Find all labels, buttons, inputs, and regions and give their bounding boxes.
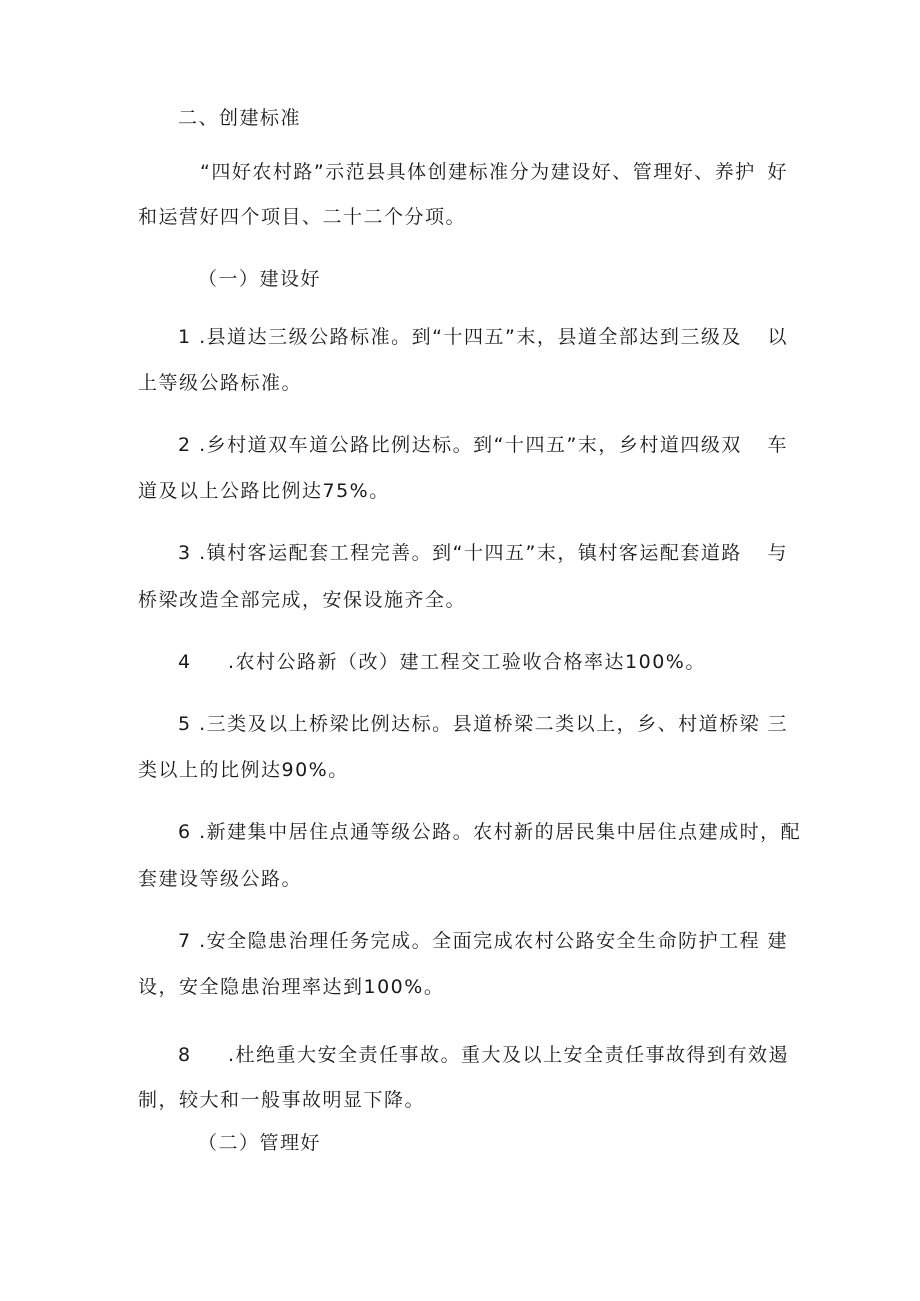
intro-line-2: 和运营好四个项目、二十二个分项。 (138, 206, 467, 228)
list-item-5-line-2: 类以上的比例达90%。 (138, 759, 349, 781)
list-item-3-end: 与 (767, 542, 788, 564)
list-item-5-text: 5 .三类及以上桥梁比例达标。县道桥梁二类以上，乡、村道桥梁 (178, 713, 761, 735)
list-item-8-number: 8 (178, 1044, 192, 1066)
section-heading: 二、创建标准 (178, 107, 302, 129)
intro-line-1-end: 好 (767, 161, 788, 183)
subsection-heading-1: （一）建设好 (198, 268, 322, 290)
list-item-5-end: 三 (767, 713, 788, 735)
list-item-4-number: 4 (178, 651, 192, 673)
list-item-7-end: 建 (767, 930, 788, 952)
list-item-1-line-1 (178, 324, 788, 350)
list-item-1-end: 以 (767, 326, 788, 348)
list-item-1-line-2: 上等级公路标准。 (138, 372, 303, 394)
list-item-7-line-2: 设，安全隐患治理率达到100%。 (138, 976, 445, 998)
list-item-2-line-2: 道及以上公路比例达75%。 (138, 480, 390, 502)
list-item-3-line-1 (178, 540, 788, 566)
list-item-2-line-1 (178, 432, 788, 458)
list-item-3-text: 3 .镇村客运配套工程完善。到“十四五”末，镇村客运配套道路 (178, 542, 742, 564)
list-item-7-text: 7 .安全隐患治理任务完成。全面完成农村公路安全生命防护工程 (178, 930, 761, 952)
list-item-2-text: 2 .乡村道双车道公路比例达标。到“十四五”末，乡村道四级双 (178, 434, 742, 456)
intro-line-1 (200, 159, 788, 185)
list-item-5-line-1 (178, 711, 788, 737)
list-item-8-line-1: .杜绝重大安全责任事故。重大及以上安全责任事故得到有效遏 (228, 1044, 790, 1066)
subsection-heading-2: （二）管理好 (198, 1132, 322, 1154)
intro-line-1-text: “四好农村路”示范县具体创建标准分为建设好、管理好、养护 (200, 161, 756, 183)
list-item-6-end: 配 (780, 821, 802, 843)
list-item-1-text: 1 .县道达三级公路标准。到“十四五”末，县道全部达到三级及 (178, 326, 742, 348)
list-item-8-line-2: 制，较大和一般事故明显下降。 (138, 1089, 426, 1111)
list-item-6-line-1 (178, 819, 802, 845)
list-item-3-line-2: 桥梁改造全部完成，安保设施齐全。 (138, 589, 467, 611)
list-item-2-end: 车 (767, 434, 788, 456)
list-item-6-text: 6 .新建集中居住点通等级公路。农村新的居民集中居住点建成时， (178, 821, 781, 843)
list-item-4-text: .农村公路新（改）建工程交工验收合格率达100%。 (228, 651, 706, 673)
list-item-6-line-2: 套建设等级公路。 (138, 868, 303, 890)
list-item-7-line-1 (178, 928, 788, 954)
